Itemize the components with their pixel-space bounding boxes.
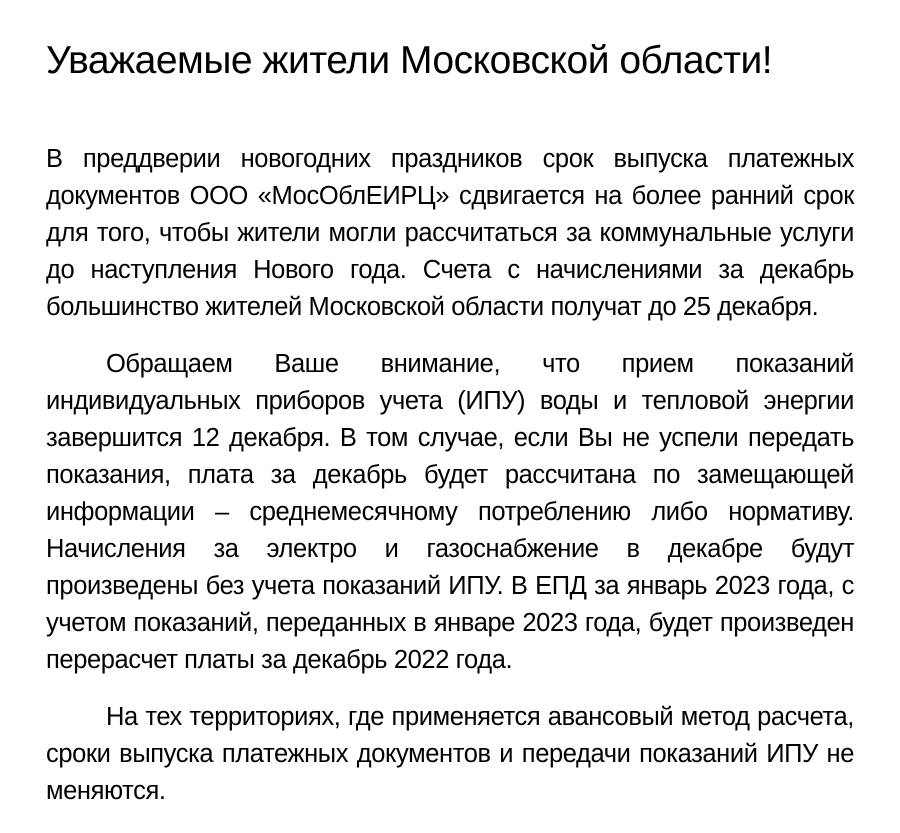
paragraph-meter-readings: Обращаем Ваше внимание, что прием показаний индивидуальных приборов учета (ИПУ) воды и тепловой энергии завершится 12 декабря. В том случае, если Вы не успели передать показания, плата за декабрь будет рассчитана по замещающей информации – среднемесячному потреблению либо нормативу. Начисления за электро и газоснабжение в декабре будут произведены без учета показаний ИПУ. В ЕПД за январь 2023 года, с учетом показаний, переданных в январе 2023 года, будет произведен перерасчет платы за декабрь 2022 года. [46,349,854,674]
paragraph-intro: В преддверии новогодних праздников срок выпуска платежных документов ООО «МосОблЕИРЦ» сдвигается на более ранний срок для того, чтобы жители могли рассчитаться за коммунальные услуги до наступления Нового года. Счета с начислениями за декабрь большинство жителей Московской области получат до 25 декабря. [46,144,854,321]
page-title: Уважаемые жители Московской области! [46,39,773,82]
paragraph-advance-method: На тех территориях, где применяется авансовый метод расчета, сроки выпуска платежных документов и передачи показаний ИПУ не меняются. [46,702,854,805]
